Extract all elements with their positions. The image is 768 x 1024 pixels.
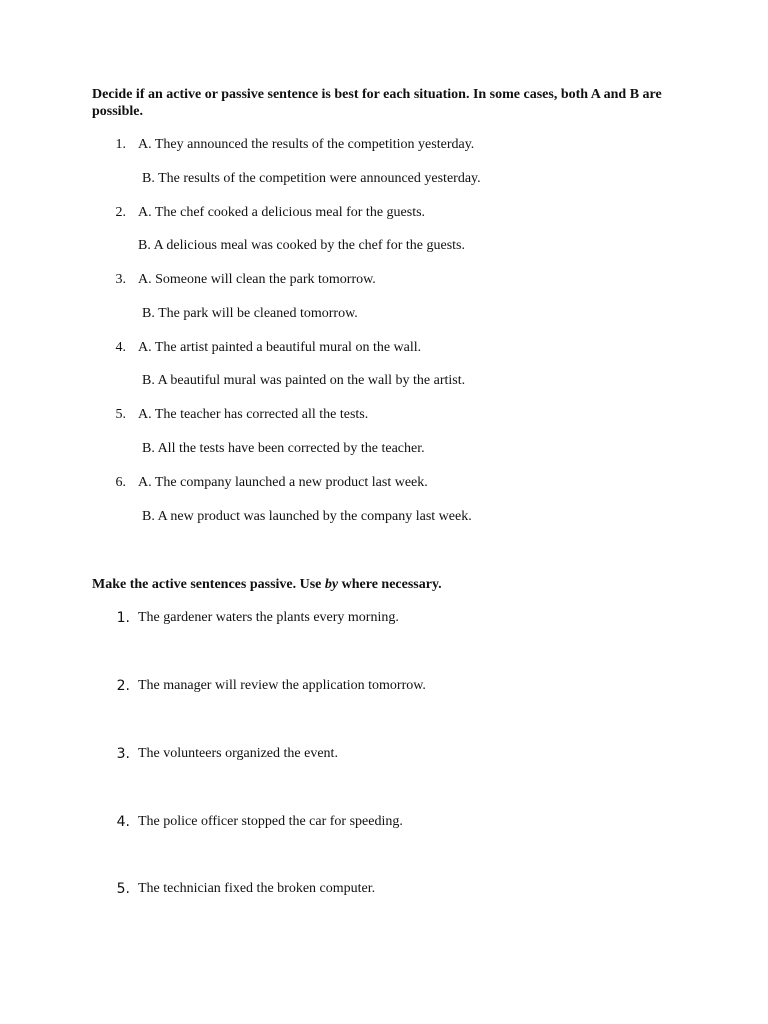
item-text: The police officer stopped the car for speeding. <box>138 814 403 829</box>
section2-heading-em: by <box>324 577 339 592</box>
section1-item-5-option-b: B. All the tests have been corrected by the teacher. <box>142 441 425 456</box>
item-number: 4. <box>115 340 126 355</box>
item-text: The manager will review the application tomorrow. <box>138 678 426 693</box>
section1-item-4 <box>92 338 692 358</box>
section1-item-3-option-b: B. The park will be cleaned tomorrow. <box>142 306 358 321</box>
item-number: 4. <box>116 814 130 830</box>
section2-item-4 <box>92 812 692 832</box>
section2-heading-pre: Make the active sentences passive. Use <box>92 577 325 592</box>
item-number: 5. <box>115 407 126 422</box>
section2-heading <box>92 576 672 593</box>
section1-item-2 <box>92 203 692 223</box>
section2-item-5 <box>92 879 692 899</box>
option-a: A. They announced the results of the competition yesterday. <box>138 137 475 152</box>
section1-item-3 <box>92 270 692 290</box>
item-number: 2. <box>115 205 126 220</box>
item-number: 3. <box>115 272 126 287</box>
item-number: 5. <box>116 881 130 897</box>
section1-item-4-option-b: B. A beautiful mural was painted on the wall by the artist. <box>142 373 466 388</box>
section1-item-2-option-b: B. A delicious meal was cooked by the chef for the guests. <box>138 238 465 253</box>
section2-item-1 <box>92 608 692 628</box>
section1-item-6 <box>92 473 692 493</box>
section1-item-6-option-b: B. A new product was launched by the company last week. <box>142 509 472 524</box>
item-number: 3. <box>116 746 130 762</box>
item-number: 6. <box>115 475 126 490</box>
item-text: The technician fixed the broken computer. <box>138 881 376 896</box>
section2-item-3 <box>92 744 692 764</box>
item-number: 2. <box>116 678 130 694</box>
section2-item-2 <box>92 676 692 696</box>
section2-heading-post: where necessary. <box>338 577 442 592</box>
section1-heading: Decide if an active or passive sentence is best for each situation. In some cases, both A and B are possible. <box>92 87 662 119</box>
item-text: The volunteers organized the event. <box>138 746 338 761</box>
option-a: A. Someone will clean the park tomorrow. <box>138 272 376 287</box>
section1-item-5 <box>92 405 692 425</box>
item-text: The gardener waters the plants every morning. <box>138 610 399 625</box>
item-number: 1. <box>115 137 126 152</box>
option-a: A. The chef cooked a delicious meal for the guests. <box>138 205 426 220</box>
option-a: A. The artist painted a beautiful mural on the wall. <box>138 340 422 355</box>
section1-item-1-option-b: B. The results of the competition were announced yesterday. <box>142 171 481 186</box>
option-a: A. The company launched a new product last week. <box>138 475 428 490</box>
section1-item-1 <box>92 135 692 155</box>
item-number: 1. <box>116 610 130 626</box>
option-a: A. The teacher has corrected all the tests. <box>138 407 369 422</box>
